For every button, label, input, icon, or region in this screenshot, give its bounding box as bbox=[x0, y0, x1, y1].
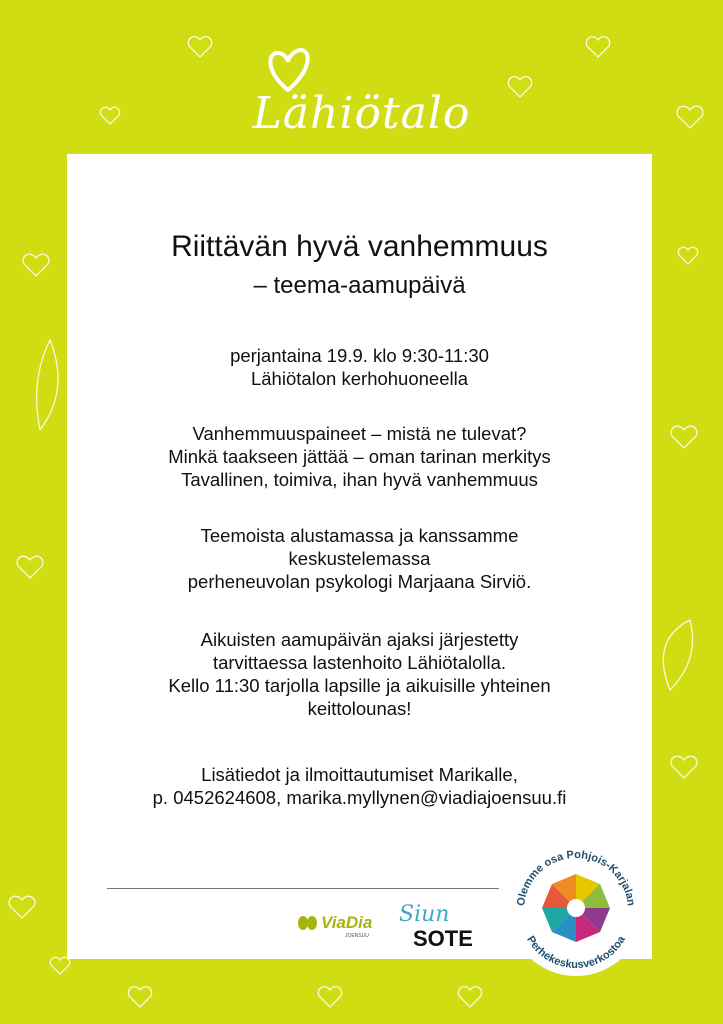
heart-icon bbox=[23, 254, 49, 276]
heart-icon bbox=[458, 987, 481, 1007]
childcare-line: tarvittaessa lastenhoito Lähiötalolla. bbox=[212, 652, 507, 673]
childcare-line: Aikuisten aamupäivän ajaksi järjestetty bbox=[200, 629, 519, 650]
topic-line: Tavallinen, toimiva, ihan hyvä vanhemmuus bbox=[181, 469, 538, 490]
contact-line: Lisätiedot ja ilmoittautumiset Marikalle, bbox=[201, 764, 518, 785]
logo-text: Lähiötalo bbox=[252, 88, 471, 139]
sote-name: SOTE bbox=[413, 926, 473, 951]
heart-icon bbox=[17, 556, 43, 578]
heart-icon bbox=[37, 340, 58, 430]
heart-icon bbox=[678, 247, 697, 264]
sote-script: Siun bbox=[399, 902, 450, 927]
event-contact bbox=[87, 763, 632, 809]
event-speaker bbox=[87, 524, 632, 593]
contact-line: p. 0452624608, marika.myllynen@viadiajoensuu.fi bbox=[152, 787, 567, 808]
leaf-icon bbox=[297, 915, 319, 931]
speaker-line: keskustelemassa bbox=[288, 548, 431, 569]
badge-top-text: Olemme osa Pohjois-Karjalan bbox=[515, 848, 637, 907]
viadia-name: ViaDia bbox=[321, 913, 373, 932]
event-title: Riittävän hyvä vanhemmuus bbox=[171, 230, 548, 263]
event-when: perjantaina 19.9. klo 9:30-11:30 bbox=[230, 345, 489, 366]
event-childcare bbox=[87, 628, 632, 720]
heart-icon bbox=[9, 896, 35, 918]
badge-bottom-text: Perhekeskusverkostoa bbox=[524, 933, 628, 972]
viadia-logo bbox=[297, 911, 373, 941]
divider bbox=[107, 888, 499, 889]
topic-line: Minkä taakseen jättää – oman tarinan merkitys bbox=[168, 446, 551, 467]
heart-icon bbox=[671, 426, 697, 448]
heart-icon bbox=[318, 987, 341, 1007]
heart-icon bbox=[671, 756, 697, 778]
speaker-line: Teemoista alustamassa ja kanssamme bbox=[200, 525, 519, 546]
event-where: Lähiötalon kerhohuoneella bbox=[250, 368, 469, 389]
siun-sote-logo bbox=[399, 902, 479, 952]
speaker-line: perheneuvolan psykologi Marjaana Sirviö. bbox=[187, 571, 532, 592]
heart-icon bbox=[50, 957, 69, 974]
heart-icon bbox=[128, 987, 151, 1007]
topic-line: Vanhemmuuspaineet – mistä ne tulevat? bbox=[192, 423, 527, 444]
perhekeskus-badge bbox=[506, 838, 646, 978]
heptagon-icon bbox=[542, 874, 610, 942]
childcare-line: keittolounas! bbox=[307, 698, 412, 719]
event-time-place bbox=[87, 344, 632, 390]
event-subtitle: – teema-aamupäivä bbox=[253, 272, 466, 299]
childcare-line: Kello 11:30 tarjolla lapsille ja aikuisille yhteinen bbox=[168, 675, 551, 696]
event-topics bbox=[87, 422, 632, 491]
viadia-sub: JOENSUU bbox=[345, 933, 369, 939]
heart-icon bbox=[663, 620, 692, 690]
lahiotalo-logo bbox=[0, 40, 723, 140]
